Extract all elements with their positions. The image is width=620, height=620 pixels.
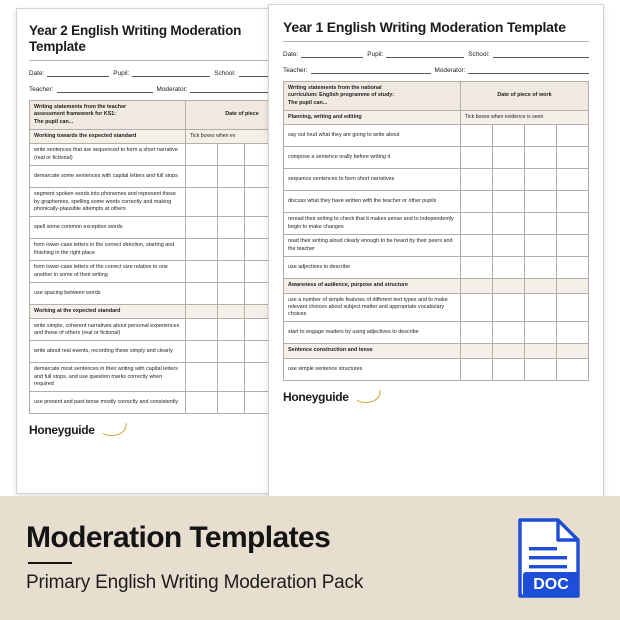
tick-box[interactable] — [492, 169, 524, 191]
date-field-year1[interactable] — [283, 49, 363, 58]
tick-box[interactable] — [556, 293, 588, 322]
tick-box[interactable] — [556, 344, 588, 358]
statement-text: use simple sentence structures — [284, 358, 461, 380]
meta-row-1-year1 — [283, 49, 589, 58]
honeyguide-logo-text: Honeyguide — [283, 389, 349, 404]
pupil-label: Pupil: — [367, 50, 384, 58]
doc-badge-label: DOC — [533, 576, 569, 593]
pupil-input-line[interactable] — [386, 49, 464, 58]
tick-box[interactable] — [492, 322, 524, 344]
statement-text: segment spoken words into phonemes and represent these by graphemes, spelling some words correctly and making phonically-plausible attempts at others — [30, 188, 186, 217]
section-header-row — [284, 344, 589, 358]
page-title-year1: Year 1 English Writing Moderation Template — [283, 19, 566, 35]
table-row — [30, 188, 299, 217]
banner-divider — [28, 562, 72, 564]
pupil-field-year2[interactable] — [113, 68, 210, 77]
tick-box[interactable] — [556, 358, 588, 380]
tick-box[interactable] — [460, 235, 492, 257]
tick-box[interactable] — [524, 279, 556, 293]
header-statements-line1: Writing statements from the national — [288, 85, 382, 92]
tick-box[interactable] — [460, 279, 492, 293]
table-row — [284, 322, 589, 344]
table-row — [30, 261, 299, 283]
teacher-field-year2[interactable] — [29, 84, 153, 93]
tick-box[interactable] — [460, 147, 492, 169]
tick-box[interactable] — [218, 217, 245, 239]
table-row — [284, 235, 589, 257]
header-statements-line2: curriculum: English programme of study: — [288, 92, 395, 99]
statement-text: read their writing aloud clearly enough to be heard by their peers and the teacher — [284, 235, 461, 257]
honeyguide-logo-year2 — [29, 423, 299, 445]
tick-box[interactable] — [460, 257, 492, 279]
tick-box[interactable] — [492, 257, 524, 279]
table-row — [284, 191, 589, 213]
statement-text: reread their writing to check that it makes sense and to independently begin to make changes — [284, 213, 461, 235]
tick-box[interactable] — [492, 191, 524, 213]
statement-text: discuss what they have written with the teacher or other pupils — [284, 191, 461, 213]
section-header-row — [30, 129, 299, 143]
section-header-row — [30, 305, 299, 319]
tick-box[interactable] — [186, 239, 218, 261]
tick-box[interactable] — [524, 293, 556, 322]
statement-text: spell some common exception words — [30, 217, 186, 239]
tick-box[interactable] — [492, 293, 524, 322]
table-row — [284, 169, 589, 191]
tick-box[interactable] — [556, 125, 588, 147]
table-row — [30, 239, 299, 261]
tick-box[interactable] — [218, 341, 245, 363]
tick-box[interactable] — [524, 147, 556, 169]
table-row — [30, 392, 299, 414]
table-row — [30, 363, 299, 392]
teacher-input-line[interactable] — [57, 84, 153, 93]
teacher-field-year1[interactable] — [283, 65, 431, 74]
banner-subtitle: Primary English Writing Moderation Pack — [26, 571, 364, 593]
tick-box[interactable] — [492, 235, 524, 257]
tick-box[interactable] — [218, 144, 245, 166]
tick-box[interactable] — [524, 322, 556, 344]
date-input-line[interactable] — [301, 49, 363, 58]
tick-note-year2: Tick boxes when ev — [186, 129, 299, 143]
title-divider — [283, 41, 589, 42]
meta-row-2-year2 — [29, 84, 299, 93]
honeyguide-swoosh-icon — [98, 423, 127, 438]
tick-box[interactable] — [460, 213, 492, 235]
table-row — [30, 283, 299, 305]
table-row — [284, 125, 589, 147]
header-statements-year2 — [30, 101, 186, 130]
tick-box[interactable] — [524, 125, 556, 147]
tick-box[interactable] — [186, 166, 218, 188]
tick-box[interactable] — [492, 344, 524, 358]
tick-box[interactable] — [218, 188, 245, 217]
statement-text: use adjectives to describe — [284, 257, 461, 279]
statement-text: form lower-case letters of the correct size relative to one another in some of their writing — [30, 261, 186, 283]
table-row — [284, 213, 589, 235]
table-row — [284, 147, 589, 169]
table-row — [284, 293, 589, 322]
moderation-table-year2 — [29, 100, 299, 414]
tick-box[interactable] — [186, 392, 218, 414]
tick-box[interactable] — [218, 305, 245, 319]
statement-text: write about real events, recording these simply and clearly — [30, 341, 186, 363]
moderator-input-line[interactable] — [468, 65, 589, 74]
tick-box[interactable] — [524, 213, 556, 235]
moderator-label: Moderator: — [434, 66, 466, 74]
banner-title: Moderation Templates — [26, 521, 331, 555]
statement-text: sequence sentences to form short narratives — [284, 169, 461, 191]
statement-text: demarcate most sentences in their writing with capital letters and full stops, and use question marks correctly when required — [30, 363, 186, 392]
moderator-field-year1[interactable] — [435, 65, 589, 74]
statement-text: say out loud what they are going to write about — [284, 125, 461, 147]
tick-box[interactable] — [218, 239, 245, 261]
tick-box[interactable] — [218, 283, 245, 305]
tick-box[interactable] — [186, 341, 218, 363]
section-title-planning-writing-editing: Planning, writing and editing — [284, 110, 461, 124]
date-label: Date: — [29, 69, 45, 77]
tick-box[interactable] — [556, 213, 588, 235]
tick-box[interactable] — [460, 322, 492, 344]
tick-box[interactable] — [492, 147, 524, 169]
statement-text: use spacing between words — [30, 283, 186, 305]
table-row — [284, 358, 589, 380]
section-header-row — [284, 110, 589, 124]
tick-box[interactable] — [460, 358, 492, 380]
statement-text: use present and past tense mostly correctly and consistently — [30, 392, 186, 414]
header-statements-year1 — [284, 82, 461, 111]
date-label: Date: — [283, 50, 299, 58]
school-label: School: — [468, 50, 490, 58]
header-date-of-piece-year2: Date of piece — [186, 101, 299, 130]
pupil-field-year1[interactable] — [367, 49, 464, 58]
statement-text: form lower-case letters in the correct direction, starting and finishing in the right place — [30, 239, 186, 261]
tick-box[interactable] — [524, 235, 556, 257]
header-statements-line3: The pupil can... — [34, 118, 74, 125]
tick-box[interactable] — [460, 344, 492, 358]
table-header-row — [284, 82, 589, 111]
tick-box[interactable] — [556, 279, 588, 293]
honeyguide-logo-year1 — [283, 390, 589, 412]
section-title-awareness-of-audience: Awareness of audience, purpose and structure — [284, 279, 461, 293]
pupil-label: Pupil: — [113, 69, 130, 77]
doc-file-icon — [514, 517, 584, 599]
statement-text: compose a sentence orally before writing it — [284, 147, 461, 169]
tick-box[interactable] — [556, 322, 588, 344]
header-date-of-piece-year1: Date of piece of work — [460, 82, 588, 111]
tick-box[interactable] — [524, 191, 556, 213]
title-divider — [29, 60, 299, 61]
date-field-year2[interactable] — [29, 68, 109, 77]
meta-row-1-year2 — [29, 68, 299, 77]
table-header-row — [30, 101, 299, 130]
tick-box[interactable] — [492, 358, 524, 380]
teacher-label: Teacher: — [283, 66, 308, 74]
tick-box[interactable] — [218, 392, 245, 414]
tick-box[interactable] — [556, 235, 588, 257]
tick-box[interactable] — [524, 257, 556, 279]
tick-box[interactable] — [492, 125, 524, 147]
tick-box[interactable] — [460, 293, 492, 322]
tick-box[interactable] — [524, 358, 556, 380]
school-field-year1[interactable] — [468, 49, 589, 58]
tick-box[interactable] — [556, 257, 588, 279]
table-row — [30, 217, 299, 239]
tick-box[interactable] — [186, 144, 218, 166]
tick-box[interactable] — [492, 213, 524, 235]
document-year1[interactable] — [268, 4, 604, 498]
meta-row-2-year1 — [283, 65, 589, 74]
header-statements-line2: assessment framework for KS1: — [34, 111, 117, 118]
tick-box[interactable] — [556, 191, 588, 213]
tick-box[interactable] — [460, 125, 492, 147]
table-row — [30, 166, 299, 188]
teacher-label: Teacher: — [29, 85, 54, 93]
tick-box[interactable] — [524, 169, 556, 191]
tick-box[interactable] — [460, 169, 492, 191]
header-statements-line1: Writing statements from the teacher — [34, 104, 127, 111]
tick-box[interactable] — [524, 344, 556, 358]
tick-box[interactable] — [492, 279, 524, 293]
tick-box[interactable] — [218, 319, 245, 341]
tick-box[interactable] — [186, 283, 218, 305]
moderator-label: Moderator: — [156, 85, 188, 93]
page-title-year2: Year 2 English Writing Moderation Template — [29, 23, 242, 54]
statement-text: write sentences that are sequenced to form a short narrative (real or fictional) — [30, 144, 186, 166]
moderation-table-year1 — [283, 81, 589, 381]
product-banner — [0, 496, 620, 620]
tick-box[interactable] — [186, 305, 218, 319]
tick-box[interactable] — [186, 217, 218, 239]
table-row — [30, 341, 299, 363]
table-row — [30, 144, 299, 166]
statement-text: demarcate some sentences with capital letters and full stops — [30, 166, 186, 188]
school-input-line[interactable] — [493, 49, 589, 58]
honeyguide-logo-text: Honeyguide — [29, 423, 95, 438]
tick-box[interactable] — [556, 169, 588, 191]
section-header-row — [284, 279, 589, 293]
statement-text: use a number of simple features of different text types and to make relevant choices about subject matter and appropriate vocabulary choices — [284, 293, 461, 322]
tick-box[interactable] — [186, 261, 218, 283]
tick-note-year1: Tick boxes when evidence is seen — [460, 110, 588, 124]
tick-box[interactable] — [186, 319, 218, 341]
teacher-input-line[interactable] — [311, 65, 431, 74]
tick-box[interactable] — [218, 363, 245, 392]
section-title-working-towards: Working towards the expected standard — [30, 129, 186, 143]
banner-text-block — [26, 522, 363, 594]
statement-text: write simple, coherent narratives about personal experiences and those of others (real or fictional) — [30, 319, 186, 341]
tick-box[interactable] — [218, 166, 245, 188]
statement-text: start to engage readers by using adjectives to describe — [284, 322, 461, 344]
table-row — [30, 319, 299, 341]
table-row — [284, 257, 589, 279]
header-statements-line3: The pupil can... — [288, 99, 328, 106]
tick-box[interactable] — [460, 191, 492, 213]
pupil-input-line[interactable] — [132, 68, 210, 77]
tick-box[interactable] — [218, 261, 245, 283]
tick-box[interactable] — [186, 363, 218, 392]
school-label: School: — [214, 69, 236, 77]
honeyguide-swoosh-icon — [352, 389, 381, 404]
section-title-sentence-construction: Sentence construction and tense — [284, 344, 461, 358]
section-title-working-at: Working at the expected standard — [30, 305, 186, 319]
date-input-line[interactable] — [47, 68, 109, 77]
tick-box[interactable] — [556, 147, 588, 169]
tick-box[interactable] — [186, 188, 218, 217]
